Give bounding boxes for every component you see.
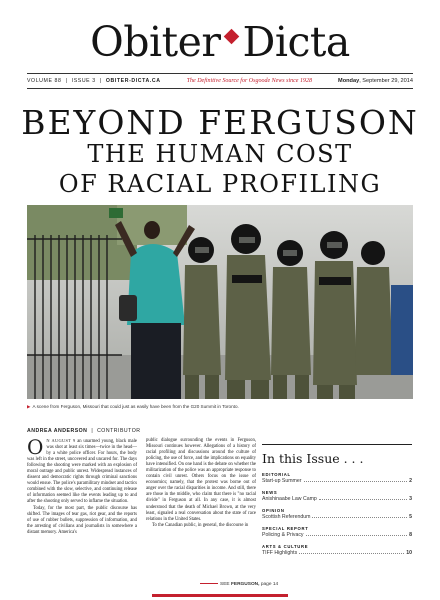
toc-section [262, 508, 412, 520]
headline-sub-1: THE HUMAN COST [87, 140, 353, 168]
toc-dot-leader [299, 553, 404, 554]
lead-caps: N AUGUST 9 [46, 438, 76, 443]
toc-item-label: TIFF Highlights [262, 550, 298, 556]
toc-section [262, 472, 412, 484]
diamond-icon [224, 29, 240, 45]
continued-page: page 14 [260, 582, 279, 587]
toc-item[interactable] [262, 532, 412, 538]
continued-story: FERGUSON, [230, 582, 260, 587]
toc-item-page: 3 [409, 496, 412, 502]
toc-section [262, 526, 412, 538]
author-name: ANDREA ANDERSON [27, 428, 88, 434]
toc-item[interactable] [262, 496, 412, 502]
caption-text: A scene from Ferguson, Missouri that could just as easily have been from the G20 Summit in Toronto. [32, 404, 239, 409]
paragraph-text: To the Canadian public, in general, the discourse in [152, 522, 249, 528]
article-paragraph [27, 435, 137, 506]
toc-section-head: OPINION [262, 508, 285, 513]
issue-weekday: Monday [338, 78, 360, 84]
see-label: SEE [220, 582, 230, 587]
toc-item-page: 2 [409, 478, 412, 484]
toc-dot-leader [312, 517, 407, 518]
toc-section-head: NEWS [262, 490, 278, 495]
toc-item-label: Anishinaabe Law Camp [262, 496, 317, 502]
issue-label: ISSUE 3 [71, 78, 96, 84]
issue-date-text: September 29, 2014 [362, 78, 413, 84]
riot-police-illustration [27, 205, 413, 399]
photo-caption [27, 404, 413, 410]
paragraph-text: an unarmed young, black male was shot at least six times—twice in the head—by a white police officer. For hours, the body was left in the street, uncovered and uncared for. The days following the shooting were marked with an explosion of moral outrage and public unrest. Widespread instances of dissent and democratic rights through criminal sanctions would ensue. The police's paramilitary mindset and tactics combined with the slow, selective, and continuing release of information seemed like the events leading up to and after the shooting only served to inflame the situation. [27, 439, 137, 505]
toc-section-head: SPECIAL REPORT [262, 526, 309, 531]
toc-item-page: 10 [406, 550, 412, 556]
headline-main: BEYOND FERGUSON [21, 103, 419, 142]
toc-dot-leader [306, 535, 408, 536]
article-paragraph [146, 523, 256, 529]
in-this-issue-title: In this Issue . . . [262, 451, 364, 466]
toc-section-head: EDITORIAL [262, 472, 291, 477]
author-role: CONTRIBUTOR [97, 428, 141, 434]
article-column-1 [27, 435, 137, 536]
issue-date: Monday, September 29, 2014 [338, 78, 413, 84]
continued-rule [200, 583, 218, 584]
article-paragraph [146, 438, 256, 523]
issue-info: VOLUME 88 | ISSUE 3 | OBITER-DICTA.CA [27, 78, 161, 84]
article-column-2 [146, 438, 256, 529]
article-paragraph [27, 506, 137, 536]
bottom-accent-rule [152, 594, 288, 597]
toc-item-page: 8 [409, 532, 412, 538]
paragraph-text: Today, for the most part, the public discourse has shifted. The images of tear gas, riot gear, and the reports of use of rubber bullets, suppression of information, and the arresting of civilians and journalists in somewhere a distant memory. America's [27, 505, 137, 535]
continued-link[interactable] [200, 582, 278, 587]
publication-logo [90, 18, 350, 66]
paragraph-text: public dialogue surrounding the events in Ferguson, Missouri continues however. Allegations of a history of racial profiling and discussions around the culture of policing, the use of force, and the implications on equality have intensified. On one hand is the debate on whether the militarization of the police was an appropriate response to contain civil unrest. Others focus on the issue of economics; namely, that the protest was borne out of anger over the racial disparities in income. And still, there are those in the middle, who claim that there is "no racial divide" in Ferguson at all. In any case, it is almost understood that the death of Michael Brown, at the very least, signaled a real conversation about the state of race relations in the United States. [146, 438, 256, 522]
toc-item-label: Scottish Referendum [262, 514, 311, 520]
volume-label: VOLUME 88 [27, 78, 62, 84]
drop-cap: O [27, 435, 44, 459]
toc-item-label: Policing & Privacy [262, 532, 304, 538]
toc-item-page: 5 [409, 514, 412, 520]
toc-dot-leader [319, 499, 407, 500]
toc-item[interactable] [262, 514, 412, 520]
masthead [0, 18, 440, 66]
logo-word-right: Dicta [242, 18, 350, 66]
toc-section [262, 490, 412, 502]
headline-sub-2: OF RACIAL PROFILING [58, 170, 382, 198]
lead-photo [27, 205, 413, 399]
logo-word-left: Obiter [90, 18, 221, 66]
site-link[interactable]: OBITER-DICTA.CA [105, 78, 161, 84]
byline: ANDREA ANDERSON | CONTRIBUTOR [27, 428, 141, 434]
toc-section-head: ARTS & CULTURE [262, 544, 309, 549]
toc-dot-leader [304, 481, 408, 482]
toc-item[interactable] [262, 550, 412, 556]
tagline: The Definitive Source for Osgoode News since 1928 [186, 78, 312, 84]
in-this-issue-box [262, 444, 412, 556]
toc-item[interactable] [262, 478, 412, 484]
caption-triangle-icon: ▶ [27, 404, 31, 409]
toc-section [262, 544, 412, 556]
toc-item-label: Start-up Summer [262, 478, 302, 484]
info-bar [27, 73, 413, 89]
